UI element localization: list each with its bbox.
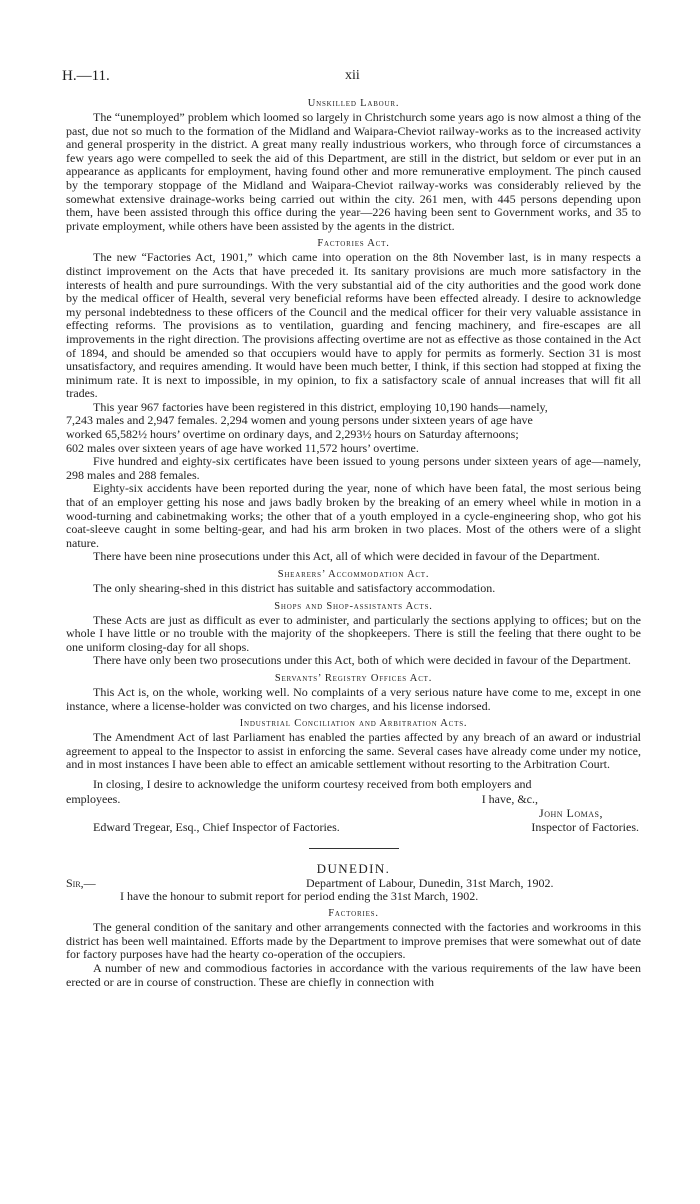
intro-block [66,890,641,904]
closing-line: In closing, I desire to acknowledge the uniform courtesy received from both employers and [93,776,532,791]
closing-line-end: employees. [66,791,121,806]
section-title-factories-act: Factories Act. [317,238,390,250]
section-title-shops-acts: Shops and Shop-assistants Acts. [274,600,433,612]
intro-line: I have the honour to submit report for period ending the 31st March, 1902. [120,888,479,903]
statistics-line: 7,243 males and 2,947 females. 2,294 women and young persons under sixteen years of age have [66,413,533,428]
document-reference: H.—11. [62,68,110,84]
addressee: Edward Tregear, Esq., Chief Inspector of Factories. [93,819,340,834]
servants-paragraph: This Act is, on the whole, working well. No complaints of a very serious nature have come to me, except in one instance, where a license-holder was convicted on two charges, and his license indorsed. [66,684,641,713]
signer-title: Inspector of Factories. [531,819,639,834]
shops-paragraph-2: There have only been two prosecutions under this Act, both of which were decided in favour of the Department. [93,653,631,668]
industrial-paragraph: The Amendment Act of last Parliament has enabled the parties affected by any breach of an award or industrial agreement to appeal to the Inspector to assist in enforcing the same. Several cases have already come under my notice, and in most instances I have been able to effect an amicable settlement without resorting to the Arbitration Court. [66,730,641,772]
dunedin-factories-paragraph-1: The general condition of the sanitary and other arrangements connected with the factories and workrooms in this district has been well maintained. Efforts made by the Department to improve premises that were somewhat out of date for factory purposes have had the hearty co-operation of the occupiers. [66,920,641,962]
factories-act-paragraph-1: The new “Factories Act, 1901,” which came into operation on the 8th November last, is in many respects a distinct improvement on the Acts that have preceded it. Its sanitary provisions are much more satisfactory in the interests of health and pure surroundings. With the very substantial aid of the city authorities and the good work done by the medical officer of Health, several very beneficial reforms have been effected already. I desire to acknowledge my personal indebtedness to these officers of the Council and the medical officer for their very valuable assistance in effecting reforms. The provisions as to ventilation, guarding and fencing machinery, and fire-escapes are all improvements in the right direction. The provisions affecting overtime are not as effective as those contained in the Act of 1894, and should be amended so that occupiers would have to apply for permits as formerly. Section 31 is most unsatisfactory, and requires amending. It would have been much better, I think, if this section had stopped at fixing the minimum rate. It is next to impossible, in my opinion, to fix a satisfactory scale of annual increases that will fit all trades. [66,250,641,401]
statistics-line: This year 967 factories have been registered in this district, employing 10,190 hands—namely, [93,399,548,414]
department-date-line: Department of Labour, Dunedin, 31st March, 1902. [306,875,554,890]
shearers-paragraph: The only shearing-shed in this district has suitable and satisfactory accommodation. [93,581,496,595]
closing-block [66,778,641,834]
closing-row [66,792,641,806]
statistics-line: 602 males over sixteen years of age have worked 11,572 hours’ overtime. [66,440,419,455]
section-title-shearers-accommodation: Shearers’ Accommodation Act. [277,569,430,580]
factories-act-accidents-paragraph: Eighty-six accidents have been reported during the year, none of which have been fatal, the most serious being that of an employer getting his nose and jaws badly broken by the breaking of an emery wheel while in motion in a wood-turning and cabinetmaking works; the other that of a youth employed in a cycle-engineering shop, who got his coat-sleeve caught in some belting-gear, and had his arm broken in two places. Most of the others were of a slight nature. [66,481,641,550]
sign-off: I have, &c., [481,791,538,806]
salutation: Sir,— [66,875,96,890]
page-body [66,96,641,989]
dunedin-factories-paragraph-2: A number of new and commodious factories in accordance with the various requirements of the law have been erected or are in course of construction. These are chiefly in connection with [66,960,641,989]
section-title-industrial-conciliation: Industrial Conciliation and Arbitration Acts. [239,718,468,730]
unskilled-labour-paragraph: The “unemployed” problem which loomed so largely in Christchurch some years ago is now almost a thing of the past, due not so much to the formation of the Midland and Waipara-Cheviot railway-works as to the increased activity and general prosperity in the district. A great many really industrious workers, who through force of circumstances a few years ago were compelled to seek the aid of this Department, are still in the district, but seldom or ever put in an appearance as applicants for employment, having found other and more remunerative employment. The pinch caused by the temporary stoppage of the Midland and Waipara-Cheviot railway-works was considerably relieved by the somewhat extensive drainage-works being carried out within the city. 261 men, with 445 persons depending upon them, have been assisted through this office during the year—226 having been sent to Government works, and 35 to private employment, while others have been assisted by the agents in the district. [66,110,641,233]
factories-act-statistics-paragraph [66,401,641,455]
factories-act-prosecutions-paragraph: There have been nine prosecutions under this Act, all of which were decided in favour of the Department. [93,549,600,564]
addressee-row [66,820,641,834]
page-number: xii [345,68,360,83]
section-divider [309,848,399,849]
statistics-line: worked 65,582½ hours’ overtime on ordinary days, and 2,293½ hours on Saturday afternoons; [66,427,519,442]
section-title-factories: Factories. [328,908,379,920]
section-title-dunedin: DUNEDIN. [316,860,391,876]
signer-row [66,806,641,820]
shops-paragraph-1: These Acts are just as difficult as ever to administer, and particularly the sections applying to offices; but on the whole I have little or no trouble with the majority of the shopkeepers. There is still the feeling that there ought to be one uniform closing-day for all shops. [66,612,641,654]
section-title-unskilled-labour: Unskilled Labour. [307,98,400,109]
signer-name: John Lomas, [539,805,603,820]
factories-act-certificates-paragraph: Five hundred and eighty-six certificates have been issued to young persons under sixteen years of age—namely, 298 males and 288 females. [66,454,641,482]
section-title-servants-registry: Servants’ Registry Offices Act. [274,672,433,684]
letter-header [66,876,641,890]
